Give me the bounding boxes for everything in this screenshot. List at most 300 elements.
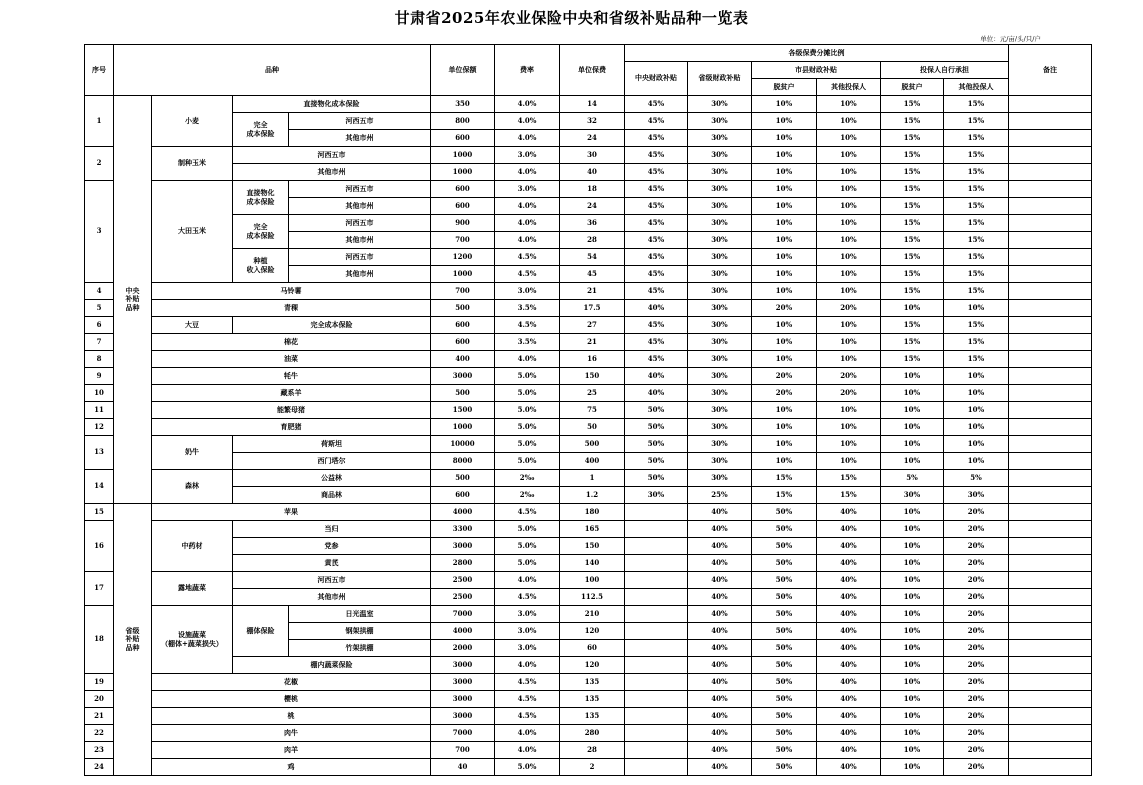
- note-cell: [1009, 266, 1092, 283]
- seq-cell: 16: [85, 521, 114, 572]
- sub-variety-cell: 直接物化成本保险: [233, 96, 431, 113]
- provincial-share-cell: 30%: [688, 402, 752, 419]
- table-row: [85, 521, 1092, 538]
- self-poor-cell: 15%: [881, 283, 944, 300]
- variety-cell: 棉花: [152, 334, 431, 351]
- central-share-cell: 45%: [625, 317, 688, 334]
- table-row: [85, 572, 1092, 589]
- self-other-cell: 15%: [944, 130, 1009, 147]
- variety-cell: 藏系羊: [152, 385, 431, 402]
- provincial-share-cell: 30%: [688, 232, 752, 249]
- note-cell: [1009, 657, 1092, 674]
- header-provincial: 省级财政补贴: [688, 62, 752, 96]
- amount-cell: 800: [431, 113, 495, 130]
- self-other-cell: 15%: [944, 317, 1009, 334]
- rate-cell: 3.5%: [495, 300, 560, 317]
- sub-variety-cell: 西门塔尔: [233, 453, 431, 470]
- self-other-cell: 15%: [944, 249, 1009, 266]
- premium-cell: 18: [560, 181, 625, 198]
- provincial-share-cell: 40%: [688, 674, 752, 691]
- variety-cell: 肉牛: [152, 725, 431, 742]
- premium-cell: 180: [560, 504, 625, 521]
- city-poor-cell: 10%: [752, 334, 817, 351]
- table-row: [85, 589, 1092, 606]
- city-poor-cell: 50%: [752, 708, 817, 725]
- self-poor-cell: 30%: [881, 487, 944, 504]
- city-other-cell: 10%: [817, 266, 881, 283]
- self-poor-cell: 10%: [881, 555, 944, 572]
- amount-cell: 4000: [431, 623, 495, 640]
- note-cell: [1009, 181, 1092, 198]
- self-poor-cell: 10%: [881, 402, 944, 419]
- self-poor-cell: 10%: [881, 708, 944, 725]
- note-cell: [1009, 504, 1092, 521]
- city-other-cell: 20%: [817, 300, 881, 317]
- premium-cell: 30: [560, 147, 625, 164]
- city-poor-cell: 15%: [752, 470, 817, 487]
- self-poor-cell: 10%: [881, 640, 944, 657]
- header-city-other: 其他投保人: [817, 79, 881, 96]
- provincial-share-cell: 30%: [688, 164, 752, 181]
- central-share-cell: 45%: [625, 96, 688, 113]
- self-other-cell: 10%: [944, 402, 1009, 419]
- central-share-cell: [625, 572, 688, 589]
- self-poor-cell: 10%: [881, 453, 944, 470]
- note-cell: [1009, 691, 1092, 708]
- rate-cell: 3.0%: [495, 640, 560, 657]
- table-row: [85, 691, 1092, 708]
- amount-cell: 600: [431, 130, 495, 147]
- amount-cell: 600: [431, 334, 495, 351]
- central-share-cell: 45%: [625, 113, 688, 130]
- city-other-cell: 40%: [817, 725, 881, 742]
- central-share-cell: 45%: [625, 249, 688, 266]
- self-other-cell: 10%: [944, 436, 1009, 453]
- amount-cell: 2500: [431, 589, 495, 606]
- note-cell: [1009, 538, 1092, 555]
- seq-cell: 13: [85, 436, 114, 470]
- central-share-cell: 45%: [625, 232, 688, 249]
- region-cell: 日光温室: [289, 606, 431, 623]
- amount-cell: 4000: [431, 504, 495, 521]
- central-share-cell: [625, 725, 688, 742]
- premium-cell: 140: [560, 555, 625, 572]
- sub-variety-cell: 完全成本保险: [233, 317, 431, 334]
- self-other-cell: 20%: [944, 657, 1009, 674]
- table-row: [85, 742, 1092, 759]
- provincial-share-cell: 30%: [688, 385, 752, 402]
- provincial-share-cell: 30%: [688, 147, 752, 164]
- self-other-cell: 15%: [944, 232, 1009, 249]
- city-poor-cell: 10%: [752, 351, 817, 368]
- variety-cell: 大田玉米: [152, 181, 233, 283]
- seq-cell: 12: [85, 419, 114, 436]
- self-poor-cell: 10%: [881, 538, 944, 555]
- seq-cell: 20: [85, 691, 114, 708]
- city-other-cell: 10%: [817, 283, 881, 300]
- note-cell: [1009, 334, 1092, 351]
- provincial-share-cell: 40%: [688, 504, 752, 521]
- region-cell: 河西五市: [289, 215, 431, 232]
- premium-cell: 24: [560, 130, 625, 147]
- central-share-cell: 45%: [625, 215, 688, 232]
- city-other-cell: 10%: [817, 453, 881, 470]
- amount-cell: 700: [431, 742, 495, 759]
- note-cell: [1009, 164, 1092, 181]
- central-share-cell: 45%: [625, 283, 688, 300]
- city-other-cell: 10%: [817, 164, 881, 181]
- city-poor-cell: 20%: [752, 300, 817, 317]
- table-row: [85, 368, 1092, 385]
- central-share-cell: 50%: [625, 436, 688, 453]
- rate-cell: 4.5%: [495, 708, 560, 725]
- variety-cell: 森林: [152, 470, 233, 504]
- table-row: [85, 419, 1092, 436]
- header-row-1: [85, 45, 1092, 62]
- rate-cell: 5.0%: [495, 368, 560, 385]
- amount-cell: 500: [431, 300, 495, 317]
- note-cell: [1009, 232, 1092, 249]
- amount-cell: 2500: [431, 572, 495, 589]
- city-other-cell: 10%: [817, 130, 881, 147]
- amount-cell: 3300: [431, 521, 495, 538]
- sub-variety-cell: 直接物化 成本保险: [233, 181, 289, 215]
- self-poor-cell: 10%: [881, 674, 944, 691]
- note-cell: [1009, 708, 1092, 725]
- central-share-cell: [625, 674, 688, 691]
- central-share-cell: [625, 759, 688, 776]
- header-seq: 序号: [85, 45, 114, 96]
- table-row: [85, 759, 1092, 776]
- central-share-cell: 45%: [625, 164, 688, 181]
- self-other-cell: 15%: [944, 147, 1009, 164]
- amount-cell: 3000: [431, 368, 495, 385]
- table-row: [85, 674, 1092, 691]
- provincial-share-cell: 40%: [688, 589, 752, 606]
- city-poor-cell: 10%: [752, 113, 817, 130]
- table-row: [85, 334, 1092, 351]
- provincial-share-cell: 30%: [688, 419, 752, 436]
- self-other-cell: 20%: [944, 674, 1009, 691]
- city-poor-cell: 10%: [752, 249, 817, 266]
- premium-cell: 36: [560, 215, 625, 232]
- self-other-cell: 20%: [944, 606, 1009, 623]
- variety-cell: 桃: [152, 708, 431, 725]
- sub-variety-cell: 完全 成本保险: [233, 215, 289, 249]
- header-variety: 品种: [114, 45, 431, 96]
- note-cell: [1009, 368, 1092, 385]
- self-other-cell: 5%: [944, 470, 1009, 487]
- self-poor-cell: 10%: [881, 691, 944, 708]
- header-note: 备注: [1009, 45, 1092, 96]
- amount-cell: 1000: [431, 147, 495, 164]
- central-share-cell: 45%: [625, 266, 688, 283]
- rate-cell: 3.0%: [495, 623, 560, 640]
- self-poor-cell: 15%: [881, 215, 944, 232]
- premium-cell: 16: [560, 351, 625, 368]
- variety-cell: 奶牛: [152, 436, 233, 470]
- variety-cell: 苹果: [152, 504, 431, 521]
- amount-cell: 1000: [431, 164, 495, 181]
- premium-cell: 120: [560, 657, 625, 674]
- city-other-cell: 10%: [817, 402, 881, 419]
- city-poor-cell: 50%: [752, 589, 817, 606]
- city-other-cell: 40%: [817, 691, 881, 708]
- note-cell: [1009, 487, 1092, 504]
- rate-cell: 4.0%: [495, 742, 560, 759]
- seq-cell: 14: [85, 470, 114, 504]
- rate-cell: 4.0%: [495, 164, 560, 181]
- city-poor-cell: 50%: [752, 725, 817, 742]
- city-poor-cell: 10%: [752, 164, 817, 181]
- rate-cell: 4.0%: [495, 725, 560, 742]
- subsidy-table: [84, 44, 1092, 776]
- self-other-cell: 30%: [944, 487, 1009, 504]
- self-other-cell: 15%: [944, 283, 1009, 300]
- central-share-cell: [625, 589, 688, 606]
- city-other-cell: 40%: [817, 657, 881, 674]
- provincial-share-cell: 40%: [688, 708, 752, 725]
- rate-cell: 4.5%: [495, 504, 560, 521]
- self-poor-cell: 15%: [881, 249, 944, 266]
- header-self: 投保人自行承担: [881, 62, 1009, 79]
- city-poor-cell: 10%: [752, 232, 817, 249]
- city-poor-cell: 50%: [752, 521, 817, 538]
- note-cell: [1009, 249, 1092, 266]
- provincial-share-cell: 30%: [688, 283, 752, 300]
- city-poor-cell: 20%: [752, 368, 817, 385]
- city-poor-cell: 50%: [752, 538, 817, 555]
- self-poor-cell: 10%: [881, 623, 944, 640]
- self-other-cell: 20%: [944, 640, 1009, 657]
- self-other-cell: 20%: [944, 742, 1009, 759]
- self-other-cell: 10%: [944, 368, 1009, 385]
- header-amount: 单位保额: [431, 45, 495, 96]
- city-poor-cell: 10%: [752, 436, 817, 453]
- self-other-cell: 15%: [944, 266, 1009, 283]
- central-share-cell: 50%: [625, 453, 688, 470]
- premium-cell: 27: [560, 317, 625, 334]
- seq-cell: 24: [85, 759, 114, 776]
- self-other-cell: 10%: [944, 453, 1009, 470]
- city-poor-cell: 10%: [752, 96, 817, 113]
- rate-cell: 3.0%: [495, 283, 560, 300]
- note-cell: [1009, 215, 1092, 232]
- rate-cell: 4.0%: [495, 232, 560, 249]
- provincial-share-cell: 40%: [688, 623, 752, 640]
- premium-cell: 120: [560, 623, 625, 640]
- city-poor-cell: 20%: [752, 385, 817, 402]
- header-self-poor: 脱贫户: [881, 79, 944, 96]
- amount-cell: 700: [431, 283, 495, 300]
- table-row: [85, 538, 1092, 555]
- central-share-cell: 50%: [625, 402, 688, 419]
- amount-cell: 500: [431, 385, 495, 402]
- self-other-cell: 20%: [944, 521, 1009, 538]
- premium-cell: 24: [560, 198, 625, 215]
- premium-cell: 150: [560, 368, 625, 385]
- variety-cell: 油菜: [152, 351, 431, 368]
- category-central-subsidy: 中央 补贴 品种: [114, 96, 152, 504]
- region-cell: 河西五市: [289, 249, 431, 266]
- table-row: [85, 300, 1092, 317]
- rate-cell: 3.0%: [495, 181, 560, 198]
- rate-cell: 4.0%: [495, 130, 560, 147]
- seq-cell: 7: [85, 334, 114, 351]
- amount-cell: 500: [431, 470, 495, 487]
- page-title: 甘肃省2025年农业保险中央和省级补贴品种一览表: [394, 9, 749, 27]
- central-share-cell: [625, 504, 688, 521]
- table-row: [85, 606, 1092, 623]
- sub-variety-cell: 完全 成本保险: [233, 113, 289, 147]
- city-poor-cell: 15%: [752, 487, 817, 504]
- provincial-share-cell: 30%: [688, 249, 752, 266]
- amount-cell: 700: [431, 232, 495, 249]
- premium-cell: 112.5: [560, 589, 625, 606]
- amount-cell: 3000: [431, 708, 495, 725]
- seq-cell: 22: [85, 725, 114, 742]
- self-other-cell: 20%: [944, 691, 1009, 708]
- premium-cell: 135: [560, 691, 625, 708]
- city-other-cell: 40%: [817, 555, 881, 572]
- self-poor-cell: 15%: [881, 232, 944, 249]
- amount-cell: 2800: [431, 555, 495, 572]
- note-cell: [1009, 589, 1092, 606]
- city-poor-cell: 50%: [752, 640, 817, 657]
- rate-cell: 4.5%: [495, 691, 560, 708]
- self-poor-cell: 10%: [881, 742, 944, 759]
- note-cell: [1009, 572, 1092, 589]
- city-other-cell: 40%: [817, 708, 881, 725]
- provincial-share-cell: 30%: [688, 198, 752, 215]
- note-cell: [1009, 623, 1092, 640]
- city-other-cell: 40%: [817, 538, 881, 555]
- premium-cell: 400: [560, 453, 625, 470]
- provincial-share-cell: 30%: [688, 300, 752, 317]
- seq-cell: 6: [85, 317, 114, 334]
- seq-cell: 5: [85, 300, 114, 317]
- note-cell: [1009, 198, 1092, 215]
- premium-cell: 100: [560, 572, 625, 589]
- seq-cell: 1: [85, 96, 114, 147]
- city-poor-cell: 10%: [752, 147, 817, 164]
- variety-cell: 鸡: [152, 759, 431, 776]
- note-cell: [1009, 674, 1092, 691]
- variety-cell: 能繁母猪: [152, 402, 431, 419]
- central-share-cell: 45%: [625, 130, 688, 147]
- city-other-cell: 10%: [817, 198, 881, 215]
- table-row: [85, 249, 1092, 266]
- city-poor-cell: 10%: [752, 419, 817, 436]
- note-cell: [1009, 317, 1092, 334]
- city-poor-cell: 50%: [752, 504, 817, 521]
- note-cell: [1009, 640, 1092, 657]
- provincial-share-cell: 40%: [688, 538, 752, 555]
- note-cell: [1009, 759, 1092, 776]
- region-cell: 其他市州: [289, 232, 431, 249]
- city-other-cell: 40%: [817, 589, 881, 606]
- central-share-cell: [625, 606, 688, 623]
- city-poor-cell: 10%: [752, 266, 817, 283]
- provincial-share-cell: 25%: [688, 487, 752, 504]
- variety-cell: 制种玉米: [152, 147, 233, 181]
- category-provincial-subsidy: 省级 补贴 品种: [114, 504, 152, 776]
- table-row: [85, 470, 1092, 487]
- region-cell: 河西五市: [289, 181, 431, 198]
- region-cell: 其他市州: [289, 130, 431, 147]
- region-cell: 河西五市: [289, 113, 431, 130]
- city-other-cell: 40%: [817, 504, 881, 521]
- amount-cell: 1200: [431, 249, 495, 266]
- premium-cell: 60: [560, 640, 625, 657]
- note-cell: [1009, 606, 1092, 623]
- city-other-cell: 10%: [817, 249, 881, 266]
- central-share-cell: [625, 521, 688, 538]
- seq-cell: 2: [85, 147, 114, 181]
- note-cell: [1009, 300, 1092, 317]
- header-city: 市县财政补贴: [752, 62, 881, 79]
- rate-cell: 3.5%: [495, 334, 560, 351]
- city-other-cell: 40%: [817, 759, 881, 776]
- rate-cell: 2‰: [495, 487, 560, 504]
- premium-cell: 500: [560, 436, 625, 453]
- self-poor-cell: 15%: [881, 113, 944, 130]
- city-poor-cell: 50%: [752, 572, 817, 589]
- amount-cell: 900: [431, 215, 495, 232]
- premium-cell: 135: [560, 674, 625, 691]
- amount-cell: 3000: [431, 657, 495, 674]
- city-other-cell: 10%: [817, 147, 881, 164]
- seq-cell: 23: [85, 742, 114, 759]
- self-poor-cell: 10%: [881, 725, 944, 742]
- premium-cell: 21: [560, 283, 625, 300]
- amount-cell: 400: [431, 351, 495, 368]
- variety-cell: 青稞: [152, 300, 431, 317]
- central-share-cell: [625, 623, 688, 640]
- self-other-cell: 10%: [944, 300, 1009, 317]
- provincial-share-cell: 40%: [688, 742, 752, 759]
- self-other-cell: 20%: [944, 708, 1009, 725]
- self-other-cell: 15%: [944, 351, 1009, 368]
- table-row: [85, 436, 1092, 453]
- rate-cell: 4.5%: [495, 317, 560, 334]
- unit-note: 单位：元/亩/头/只/户: [980, 35, 1041, 43]
- city-poor-cell: 50%: [752, 623, 817, 640]
- self-poor-cell: 15%: [881, 147, 944, 164]
- city-poor-cell: 10%: [752, 283, 817, 300]
- sub-variety-cell: 党参: [233, 538, 431, 555]
- sub-variety-cell: 公益林: [233, 470, 431, 487]
- amount-cell: 1000: [431, 266, 495, 283]
- premium-cell: 32: [560, 113, 625, 130]
- self-poor-cell: 10%: [881, 521, 944, 538]
- city-other-cell: 10%: [817, 334, 881, 351]
- amount-cell: 600: [431, 181, 495, 198]
- city-other-cell: 40%: [817, 606, 881, 623]
- rate-cell: 5.0%: [495, 402, 560, 419]
- rate-cell: 3.0%: [495, 147, 560, 164]
- rate-cell: 4.5%: [495, 589, 560, 606]
- city-poor-cell: 10%: [752, 181, 817, 198]
- city-other-cell: 40%: [817, 640, 881, 657]
- self-other-cell: 20%: [944, 555, 1009, 572]
- premium-cell: 50: [560, 419, 625, 436]
- amount-cell: 2000: [431, 640, 495, 657]
- table-row: [85, 725, 1092, 742]
- central-share-cell: 45%: [625, 351, 688, 368]
- premium-cell: 17.5: [560, 300, 625, 317]
- amount-cell: 10000: [431, 436, 495, 453]
